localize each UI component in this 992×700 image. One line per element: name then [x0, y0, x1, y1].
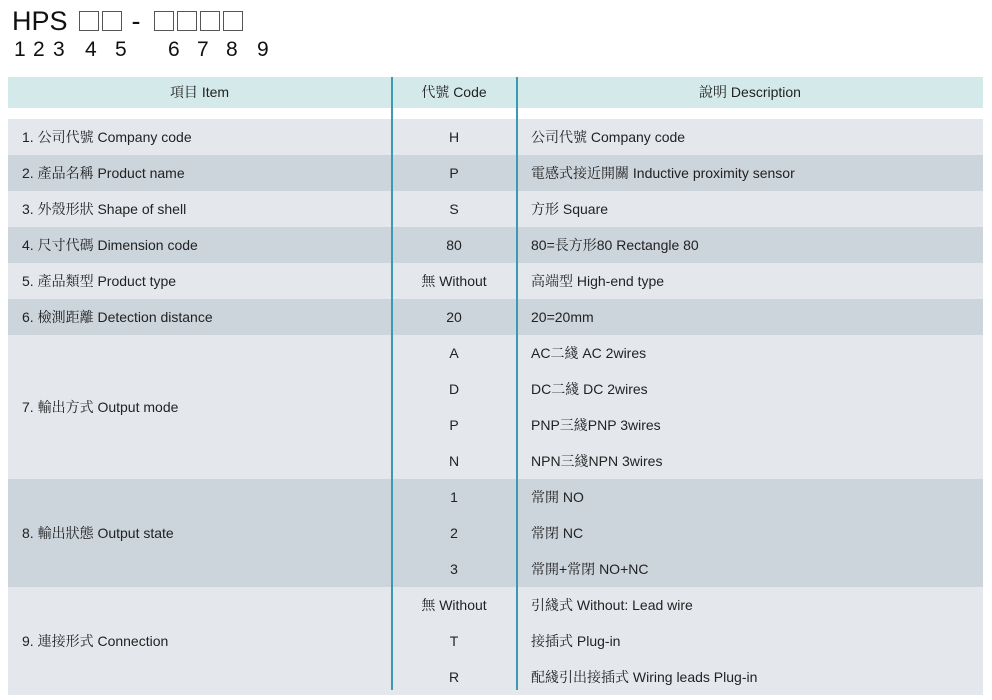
code-value: P [449, 417, 459, 433]
description-text: 80=長方形80 Rectangle 80 [531, 237, 699, 253]
table-header [8, 77, 983, 108]
code-value: A [449, 345, 459, 361]
description-text: PNP三綫PNP 3wires [531, 417, 661, 433]
code-value: 2 [450, 525, 458, 541]
code-value: N [448, 453, 460, 469]
description-text: 引綫式 Without: Lead wire [531, 597, 693, 613]
description-text: DC二綫 DC 2wires [531, 381, 648, 397]
code-value: 80 [446, 237, 462, 253]
item-label: 8. 輸出狀態 Output state [22, 525, 174, 541]
code-box [79, 11, 99, 31]
table-row [8, 587, 983, 695]
description-text: 電感式接近開關 Inductive proximity sensor [531, 165, 795, 181]
code-value: D [448, 381, 460, 397]
table-row [8, 119, 983, 155]
description-text: 常開 NO [531, 489, 584, 505]
table-row [8, 155, 983, 191]
table-row [8, 263, 983, 299]
position-digit: 9 [257, 38, 269, 61]
description-text: 方形 Square [531, 201, 609, 217]
description-text: 高端型 High-end type [531, 273, 665, 289]
code-box [177, 11, 197, 31]
table-row [8, 191, 983, 227]
item-label: 4. 尺寸代碼 Dimension code [22, 237, 198, 253]
code-value: S [449, 201, 459, 217]
description-text: 公司代號 Company code [531, 129, 686, 145]
description-text: AC二綫 AC 2wires [531, 345, 647, 361]
specification-table [8, 77, 983, 695]
code-box [200, 11, 220, 31]
item-label: 9. 連接形式 Connection [22, 633, 169, 649]
table-row [8, 335, 983, 479]
column-divider [516, 77, 518, 690]
separator-dash: - [131, 5, 141, 36]
code-box [154, 11, 174, 31]
item-label: 7. 輸出方式 Output mode [22, 399, 179, 415]
item-label: 3. 外殼形狀 Shape of shell [22, 201, 187, 217]
table-row [8, 299, 983, 335]
code-box [223, 11, 243, 31]
header-description: 說明 Description [699, 84, 801, 100]
code-value: 20 [446, 309, 462, 325]
description-text: 常閉 NC [531, 525, 584, 541]
description-text: 20=20mm [531, 309, 594, 325]
code-value: 無 Without [421, 273, 487, 289]
model-code-pattern [12, 6, 243, 36]
header-item: 項目 Item [169, 84, 230, 100]
code-value: 3 [450, 561, 458, 577]
code-value: P [449, 165, 459, 181]
item-label: 6. 檢測距離 Detection distance [22, 309, 213, 325]
position-digit: 7 [197, 38, 209, 61]
position-digit: 4 [85, 38, 97, 61]
position-digit: 1 [14, 38, 26, 61]
position-digit: 8 [226, 38, 238, 61]
model-prefix: HPS [12, 5, 68, 36]
position-digit: 6 [168, 38, 180, 61]
description-text: 接插式 Plug-in [531, 633, 621, 649]
column-divider [391, 77, 393, 690]
code-value: 1 [450, 489, 458, 505]
code-value: 無 Without [421, 597, 487, 613]
position-digits [14, 38, 314, 64]
position-digit: 2 [33, 38, 45, 61]
description-text: NPN三綫NPN 3wires [531, 453, 663, 469]
description-text: 常開+常閉 NO+NC [531, 561, 649, 577]
position-digit: 5 [115, 38, 127, 61]
code-box [102, 11, 122, 31]
position-digit: 3 [53, 38, 65, 61]
item-label: 5. 產品類型 Product type [22, 273, 177, 289]
code-value: T [449, 633, 459, 649]
table-row [8, 227, 983, 263]
item-label: 1. 公司代號 Company code [22, 129, 192, 145]
item-label: 2. 產品名稱 Product name [22, 165, 185, 181]
header-code: 代號 Code [421, 84, 487, 100]
code-value: R [448, 669, 460, 685]
table-row [8, 479, 983, 587]
code-value: H [448, 129, 460, 145]
description-text: 配綫引出接插式 Wiring leads Plug-in [531, 669, 758, 685]
